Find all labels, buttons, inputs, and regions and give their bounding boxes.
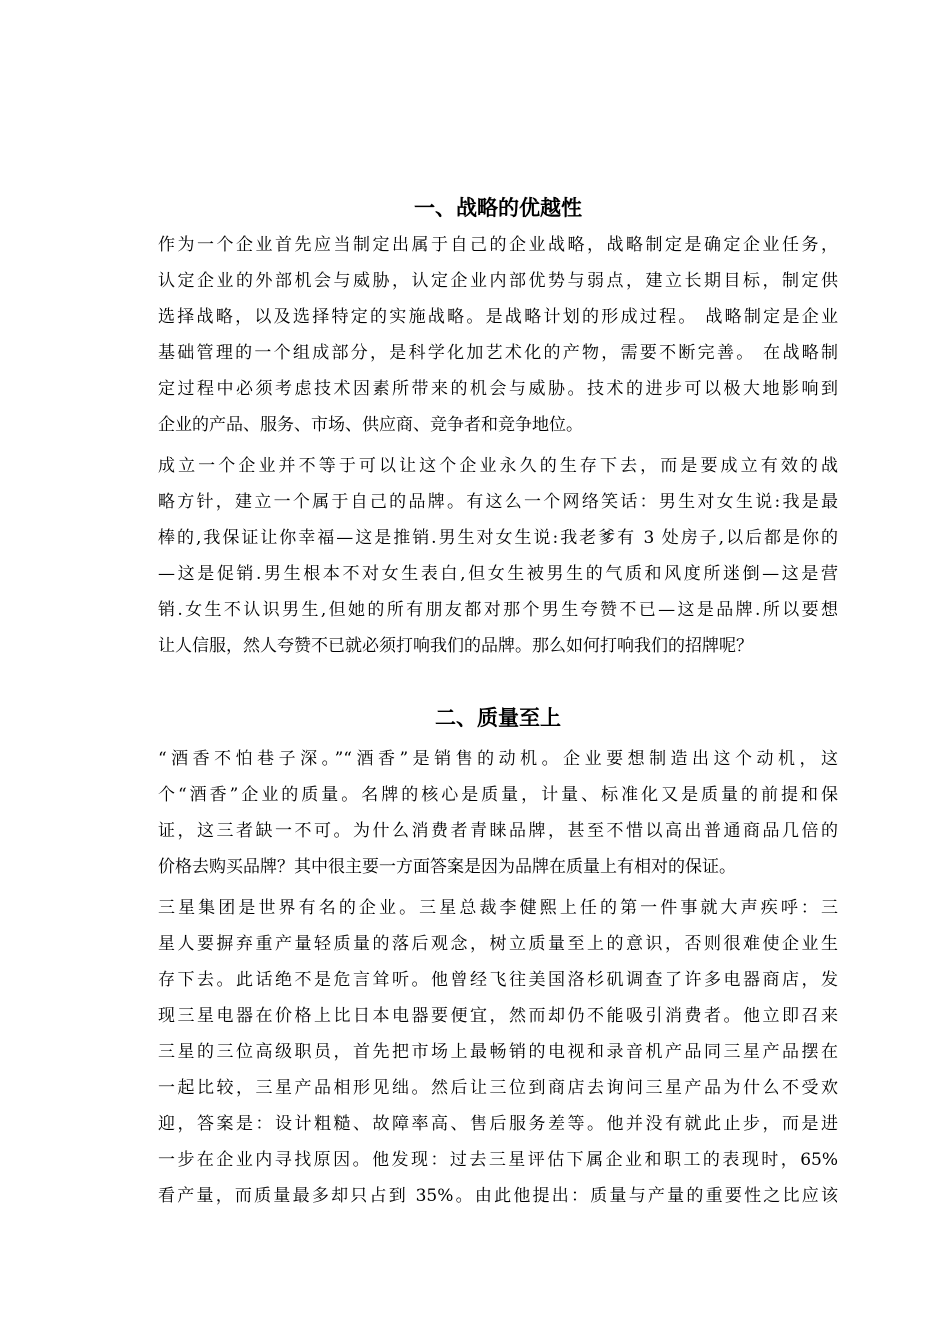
paragraph-line: 现三星电器在价格上比日本电器要便宜，然而却仍不能吸引消费者。他立即召来	[158, 1006, 838, 1026]
paragraph-line: 星人要摒弃重产量轻质量的落后观念，树立质量至上的意识，否则很难使企业生	[158, 934, 838, 954]
paragraph-line: 作为一个企业首先应当制定出属于自己的企业战略，战略制定是确定企业任务，	[158, 235, 838, 255]
paragraph-line: 三星集团是世界有名的企业。三星总裁李健熙上任的第一件事就大声疾呼：三	[158, 898, 838, 918]
paragraph-line: 个“酒香”企业的质量。名牌的核心是质量，计量、标准化又是质量的前提和保	[158, 785, 838, 805]
paragraph-line: 三星的三位高级职员，首先把市场上最畅销的电视和录音机产品同三星产品摆在	[158, 1042, 838, 1062]
paragraph-line: 认定企业的外部机会与威胁，认定企业内部优势与弱点，建立长期目标，制定供	[158, 271, 838, 291]
section-1-heading: 一、战略的优越性	[414, 196, 582, 220]
paragraph-line: 一步在企业内寻找原因。他发现：过去三星评估下属企业和职工的表现时，65%	[158, 1150, 838, 1170]
paragraph-line: “酒香不怕巷子深。”“酒香”是销售的动机。企业要想制造出这个动机，这	[158, 749, 838, 769]
paragraph-line: 定过程中必须考虑技术因素所带来的机会与威胁。技术的进步可以极大地影响到	[158, 379, 838, 399]
paragraph-line: —这是促销.男生根本不对女生表白,但女生被男生的气质和风度所迷倒—这是营	[158, 564, 838, 584]
paragraph-line: 企业的产品、服务、市场、供应商、竞争者和竞争地位。	[158, 415, 583, 435]
paragraph-line: 让人信服，然人夸赞不已就必须打响我们的品牌。那么如何打响我们的招牌呢？	[158, 636, 753, 656]
paragraph-line: 迎，答案是：设计粗糙、故障率高、售后服务差等。他并没有就此止步，而是进	[158, 1114, 838, 1134]
paragraph-line: 基础管理的一个组成部分，是科学化加艺术化的产物，需要不断完善。 在战略制	[158, 343, 838, 363]
paragraph-line: 证，这三者缺一不可。为什么消费者青睐品牌，甚至不惜以高出普通商品几倍的	[158, 821, 838, 841]
paragraph-line: 存下去。此话绝不是危言耸听。他曾经飞往美国洛杉矶调查了许多电器商店，发	[158, 970, 838, 990]
paragraph-line: 略方针，建立一个属于自己的品牌。有这么一个网络笑话：男生对女生说:我是最	[158, 492, 838, 512]
paragraph-line: 成立一个企业并不等于可以让这个企业永久的生存下去，而是要成立有效的战	[158, 456, 838, 476]
paragraph-line: 销.女生不认识男生,但她的所有朋友都对那个男生夸赞不已—这是品牌.所以要想	[158, 600, 838, 620]
section-2-heading: 二、质量至上	[435, 706, 561, 730]
paragraph-line: 看产量，而质量最多却只占到 35%。由此他提出：质量与产量的重要性之比应该	[158, 1186, 838, 1206]
paragraph-line: 一起比较，三星产品相形见绌。然后让三位到商店去询问三星产品为什么不受欢	[158, 1078, 838, 1098]
paragraph-line: 棒的,我保证让你幸福—这是推销.男生对女生说:我老爹有 3 处房子,以后都是你的	[158, 528, 838, 548]
paragraph-line: 价格去购买品牌？其中很主要一方面答案是因为品牌在质量上有相对的保证。	[158, 857, 736, 877]
paragraph-line: 选择战略，以及选择特定的实施战略。是战略计划的形成过程。 战略制定是企业	[158, 307, 838, 327]
